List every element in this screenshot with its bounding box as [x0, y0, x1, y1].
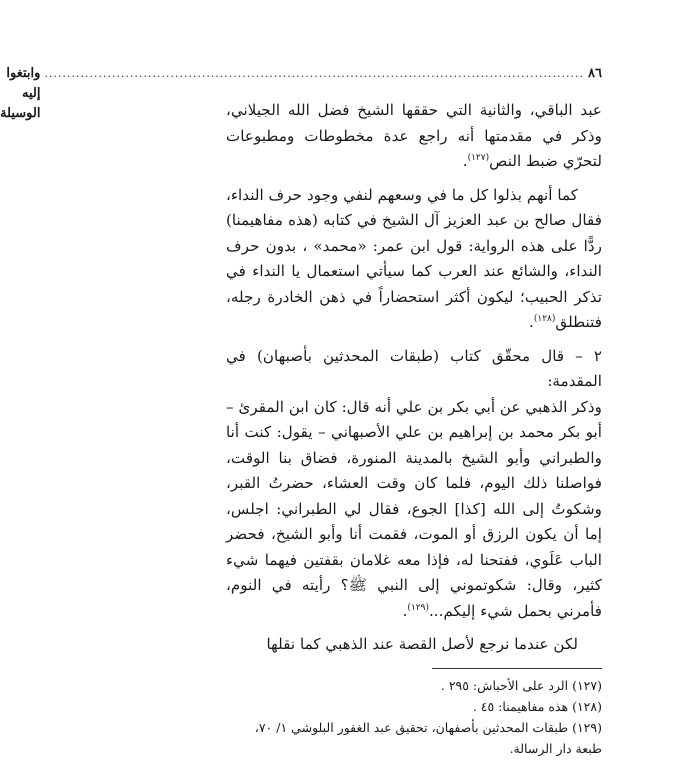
footnote: (١٢٨)هذه مفاهيمنا: ٤٥ .: [472, 698, 602, 714]
footnote-ref: (١٢٧): [467, 152, 490, 163]
paragraph: لكن عندما نرجع لأصل القصة عند الذهبي كما نقلها: [266, 635, 578, 653]
paragraph: وذكر الذهبي عن أبي بكر بن علي أنه قال: كان ابن المقرئ – أبو بكر محمد بن إبراهيم بن علي الأصبهاني – يقول: كنت أنا والطبراني وأبو الشيخ بالمدينة المنورة، فضاق بنا الوقت، فواصلنا ذلك اليوم، فلما كان وقت العشاء، حضرتُ القبر، وشكوتُ إلى الله [كذا] الجوع، فقال لي الطبراني: اجلس، إما أن يكون الرزق أو الموت، فقمت أنا وأبو الشيخ، فحضر الباب عَلَوي، ففتحنا له، فإذا معه غلامان بقفتين فيهما شيء كثير، وقال: شكوتموني إلى النبي ﷺ؟ رأيته في النوم، فأمرني بحمل شيء إليكم...$^{(١٢٩)}$.: [226, 397, 602, 620]
footnote: (١٢٩)طبقات المحدثين بأصفهان، تحقيق عبد الغفور البلوشي ١/ ٧٠، طبعة دار الرسالة.: [254, 719, 602, 756]
footnote: (١٢٧)الرد على الأحباش: ٢٩٥ .: [440, 677, 602, 693]
paragraph: كما أنهم بذلوا كل ما في وسعهم لنفي وجود حرف النداء، فقال صالح بن عبد العزيز آل الشيخ في كتابه (هذه مفاهيمنا) ردًّا على هذه الرواية: قول ابن عمر: «محمد» ، بدون حرف النداء، والشائع عند العرب كما سيأتي استعمال يا النداء في تذكر الحبيب؛ ليكون أكثر استحضاراً في ذهن الخادرة رجله، فتنطلق$^{(١٢٨)}$.: [226, 185, 602, 331]
book-page: [0, 64, 602, 759]
footnote-divider: [432, 668, 602, 669]
footnote-ref: (١٢٨): [533, 313, 556, 324]
footnote-ref: (١٢٩): [407, 602, 429, 613]
paragraph: عبد الباقي، والثانية التي حققها الشيخ فضل الله الجيلاني، وذكر في مقدمتها أنه راجع عدة مخطوطات ومطبوعات لتحرّي ضبط النص$^{(١٢٧)}$.: [226, 101, 602, 170]
footnotes: [226, 675, 602, 759]
section-heading: ٢ – قال محقّق كتاب (طبقات المحدثين بأصبهان) في المقدمة:: [226, 346, 602, 390]
page-number: ٨٦: [588, 66, 602, 81]
running-title: وابتغوا إليه الوسيلة: [0, 66, 41, 121]
leader-dots: ........................................................................................................................: [44, 67, 585, 80]
main-text: [226, 98, 602, 658]
page-header: [0, 64, 602, 121]
